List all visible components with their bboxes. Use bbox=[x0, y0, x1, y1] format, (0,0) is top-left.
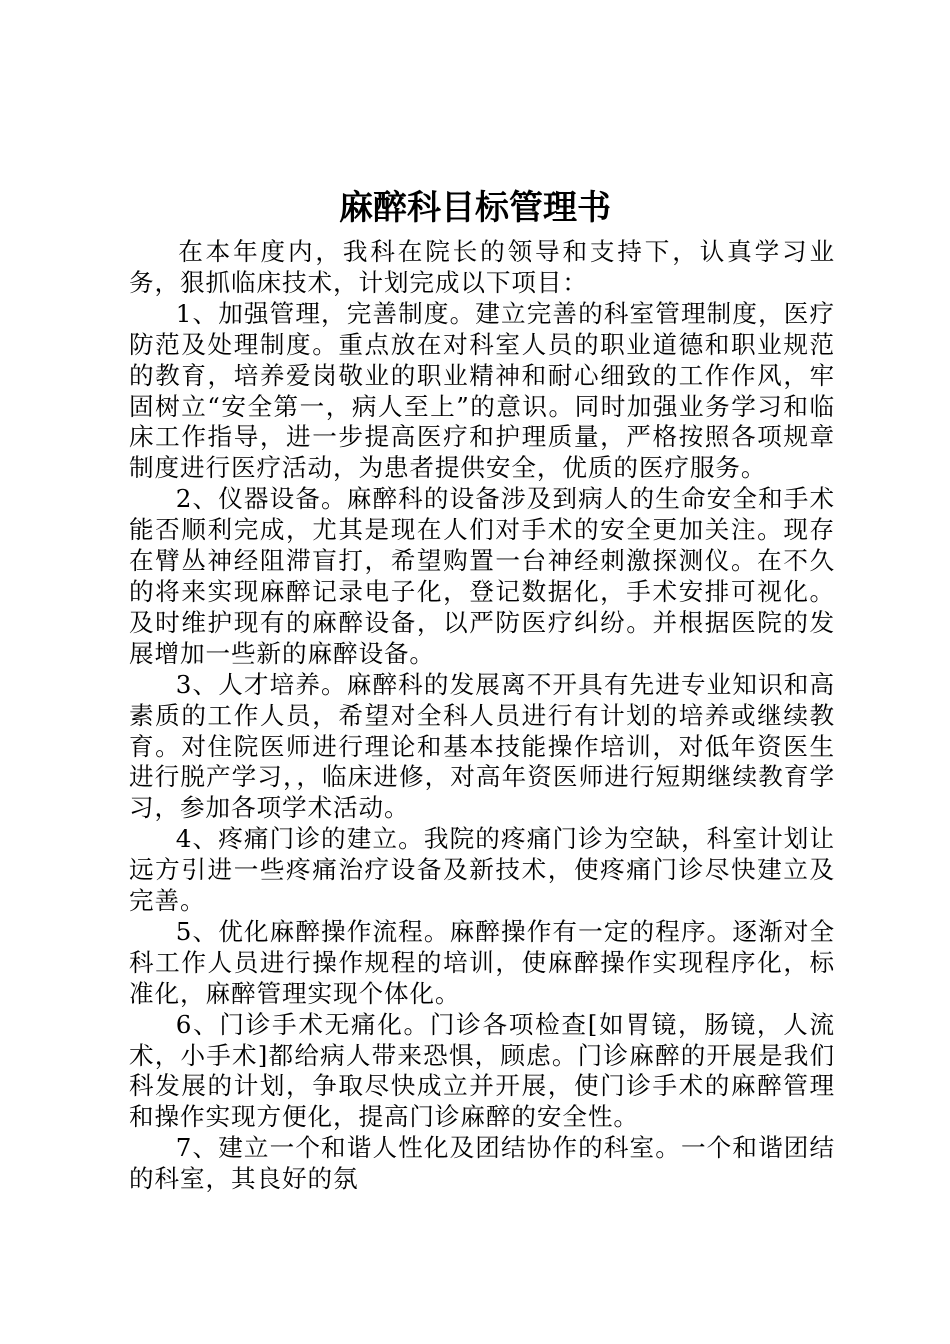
document-body bbox=[129, 237, 835, 1195]
item-paragraph-3: 3、人才培养。麻醉科的发展离不开具有先进专业知识和高素质的工作人员，希望对全科人员进行有计划的培养或继续教育。对住院医师进行理论和基本技能操作培训，对低年资医生进行脱产学习，，临床进修，对高年资医师进行短期继续教育学习，参加各项学术活动。 bbox=[129, 669, 835, 823]
item-paragraph-7: 7、建立一个和谐人性化及团结协作的科室。一个和谐团结的科室，其良好的氛 bbox=[129, 1133, 835, 1194]
item-paragraph-6: 6、门诊手术无痛化。门诊各项检查[如胃镜，肠镜，人流术，小手术]都给病人带来恐惧，顾虑。门诊麻醉的开展是我们科发展的计划，争取尽快成立并开展，使门诊手术的麻醉管理和操作实现方便化，提高门诊麻醉的安全性。 bbox=[129, 1009, 835, 1132]
item-paragraph-1: 1、加强管理，完善制度。建立完善的科室管理制度，医疗防范及处理制度。重点放在对科室人员的职业道德和职业规范的教育，培养爱岗敬业的职业精神和耐心细致的工作作风，牢固树立“安全第一，病人至上”的意识。同时加强业务学习和临床工作指导，进一步提高医疗和护理质量，严格按照各项规章制度进行医疗活动，为患者提供安全，优质的医疗服务。 bbox=[129, 298, 835, 483]
document-title: 麻醉科目标管理书 bbox=[339, 188, 611, 228]
item-paragraph-4: 4、疼痛门诊的建立。我院的疼痛门诊为空缺，科室计划让远方引进一些疼痛治疗设备及新技术，使疼痛门诊尽快建立及完善。 bbox=[129, 824, 835, 916]
intro-paragraph: 在本年度内，我科在院长的领导和支持下，认真学习业务，狠抓临床技术，计划完成以下项目： bbox=[129, 237, 835, 297]
item-paragraph-2: 2、仪器设备。麻醉科的设备涉及到病人的生命安全和手术能否顺利完成，尤其是现在人们对手术的安全更加关注。现存在臂丛神经阻滞盲打，希望购置一台神经刺激探测仪。在不久的将来实现麻醉记录电子化，登记数据化，手术安排可视化。及时维护现有的麻醉设备，以严防医疗纠纷。并根据医院的发展增加一些新的麻醉设备。 bbox=[129, 484, 835, 668]
item-paragraph-5: 5、优化麻醉操作流程。麻醉操作有一定的程序。逐渐对全科工作人员进行操作规程的培训，使麻醉操作实现程序化，标准化，麻醉管理实现个体化。 bbox=[129, 916, 835, 1008]
